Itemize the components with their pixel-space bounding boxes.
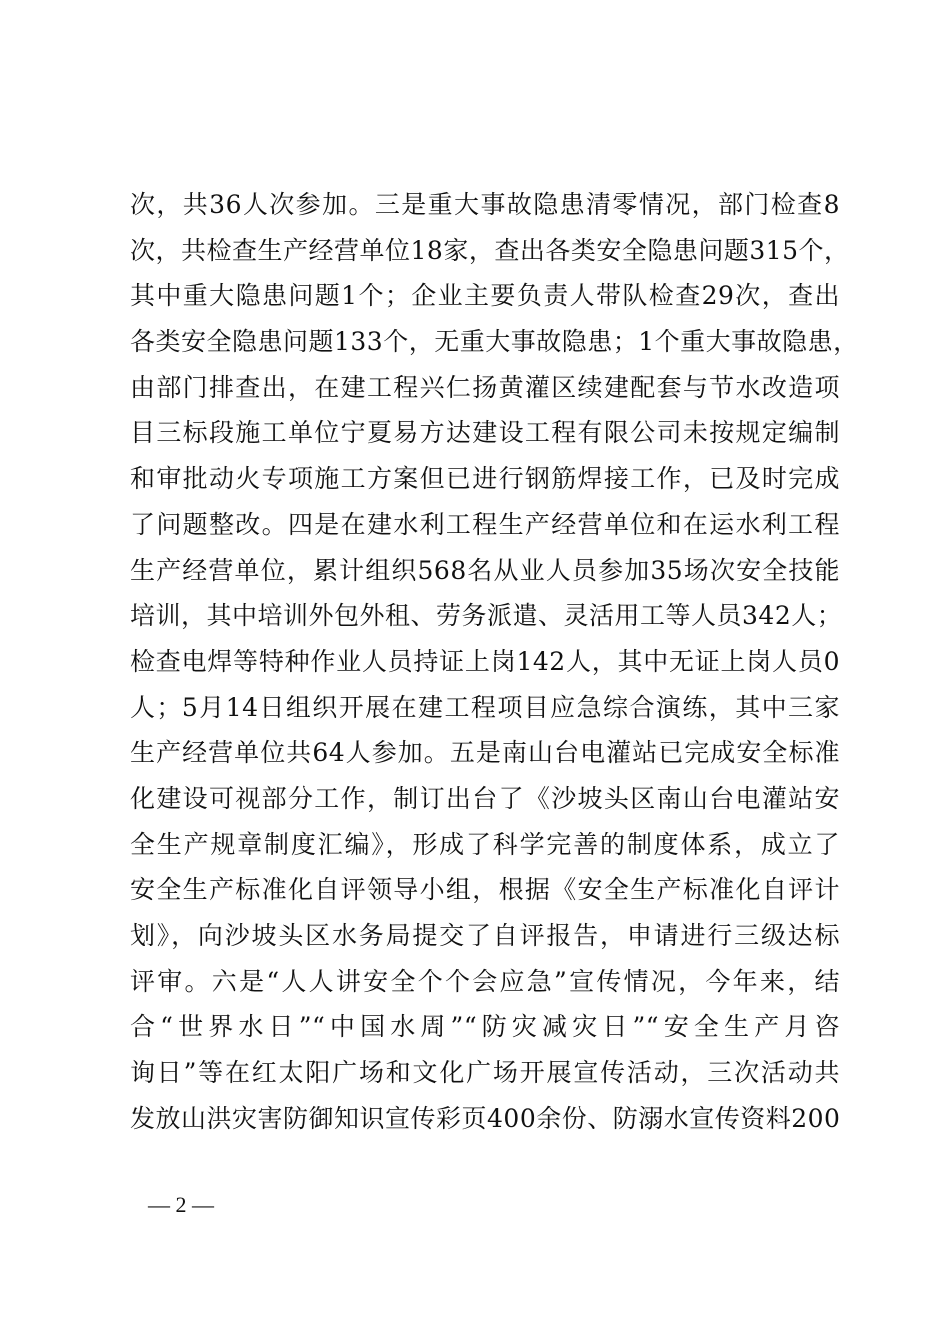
text-line-15: 全生产规章制度汇编》，形成了科学完善的制度体系，成立了 [130,829,840,859]
text-line-13: 生产经营单位共64人参加。五是南山台电灌站已完成安全标准 [130,738,840,768]
text-line-2: 次，共检查生产经营单位18家，查出各类安全隐患问题315个， [130,235,850,265]
text-line-21: 发放山洪灾害防御知识宣传彩页400余份、防溺水宣传资料200 [130,1103,841,1133]
text-line-5: 由部门排查出，在建工程兴仁扬黄灌区续建配套与节水改造项 [130,372,840,402]
text-line-8: 了问题整改。四是在建水利工程生产经营单位和在运水利工程 [130,509,840,539]
text-line-14: 化建设可视部分工作，制订出台了《沙坡头区南山台电灌站安 [130,783,840,813]
body-paragraph [130,182,859,1141]
text-line-20: 询日”等在红太阳广场和文化广场开展宣传活动，三次活动共 [130,1058,840,1088]
text-line-18: 评审。六是“人人讲安全个个会应急”宣传情况，今年来，结 [130,966,840,996]
text-line-9: 生产经营单位，累计组织568名从业人员参加35场次安全技能 [130,555,840,585]
text-line-4: 各类安全隐患问题133个，无重大事故隐患；1个重大事故隐患， [130,327,859,357]
text-line-11: 检查电焊等特种作业人员持证上岗142人，其中无证上岗人员0 [130,646,840,676]
page-number: — 2 — [148,1192,214,1217]
text-line-12: 人；5月14日组织开展在建工程项目应急综合演练，其中三家 [130,692,840,722]
text-line-19: 合“世界水日”“中国水周”“防灾减灾日”“安全生产月咨 [130,1012,840,1042]
text-line-6: 目三标段施工单位宁夏易方达建设工程有限公司未按规定编制 [130,418,840,448]
text-line-10: 培训，其中培训外包外租、劳务派遣、灵活用工等人员342人； [130,601,843,631]
text-line-1: 次，共36人次参加。三是重大事故隐患清零情况，部门检查8 [130,190,840,219]
text-line-16: 安全生产标准化自评领导小组，根据《安全生产标准化自评计 [130,875,840,905]
text-line-3: 其中重大隐患问题1个；企业主要负责人带队检查29次，查出 [130,281,840,311]
text-line-17: 划》，向沙坡头区水务局提交了自评报告，申请进行三级达标 [130,921,840,950]
text-line-7: 和审批动火专项施工方案但已进行钢筋焊接工作，已及时完成 [130,464,840,494]
